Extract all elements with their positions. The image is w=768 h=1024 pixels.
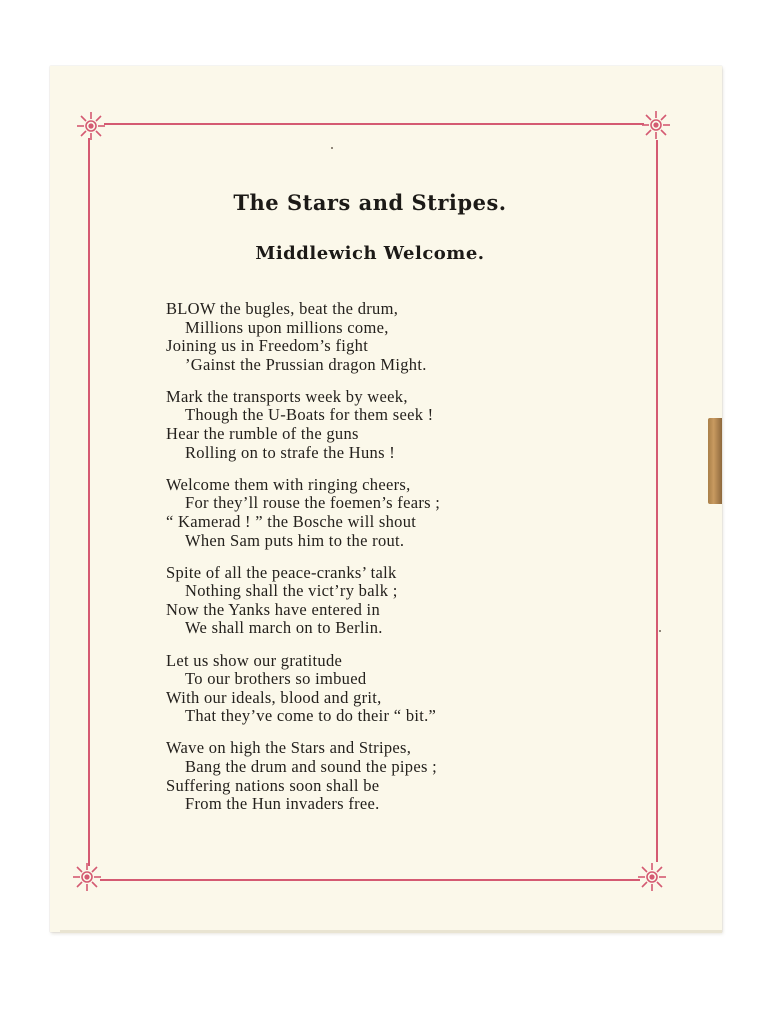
poem-line: With our ideals, blood and grit,: [166, 687, 382, 707]
poem-line: Rolling on to strafe the Huns !: [185, 442, 396, 462]
border-right: [656, 140, 658, 862]
stanza: [166, 739, 536, 813]
stanza: [166, 564, 536, 638]
poem-title: The Stars and Stripes.: [233, 190, 507, 215]
poem-line: Spite of all the peace-cranks’ talk: [166, 562, 397, 582]
rosette-ornament-icon: [641, 110, 671, 140]
poem-line: BLOW the bugles, beat the drum,: [166, 299, 399, 318]
poem-line: Millions upon millions come,: [185, 317, 389, 337]
border-left: [88, 138, 90, 866]
poem-line: When Sam puts him to the rout.: [185, 530, 405, 550]
poem-line: For they’ll rouse the foemen’s fears ;: [185, 493, 441, 513]
border-top: [104, 123, 644, 125]
poem-line: Nothing shall the vict’ry balk ;: [185, 581, 398, 601]
stanza: [166, 388, 536, 462]
stanza: [166, 476, 536, 550]
poem-line: “ Kamerad ! ” the Bosche will shout: [166, 511, 417, 531]
poem-line: From the Hun invaders free.: [185, 794, 380, 814]
poem-line: Wave on high the Stars and Stripes,: [166, 738, 412, 758]
paper-speck: [659, 630, 661, 632]
poem-line: Now the Yanks have entered in: [166, 599, 380, 619]
binding-stain: [708, 418, 722, 504]
poem-line: We shall march on to Berlin.: [185, 618, 383, 638]
stanza: [166, 300, 536, 374]
stanza: [166, 652, 536, 726]
poem-line: Joining us in Freedom’s fight: [166, 336, 369, 356]
poem-line: Bang the drum and sound the pipes ;: [185, 756, 438, 776]
poem-line: ’Gainst the Prussian dragon Might.: [185, 354, 427, 374]
border-bottom: [100, 879, 640, 881]
poem-line: Mark the transports week by week,: [166, 386, 408, 406]
poem-line: That they’ve come to do their “ bit.”: [185, 706, 437, 726]
rosette-ornament-icon: [76, 111, 106, 141]
paper-speck: [331, 147, 333, 149]
poem-line: Let us show our gratitude: [166, 650, 343, 670]
paper-edge: [60, 930, 722, 933]
rosette-ornament-icon: [637, 862, 667, 892]
poem-line: Though the U-Boats for them seek !: [185, 405, 434, 425]
poem-line: Welcome them with ringing cheers,: [166, 474, 411, 494]
poem-line: Hear the rumble of the guns: [166, 424, 359, 444]
poem-subtitle: Middlewich Welcome.: [255, 243, 485, 264]
poem-body: [166, 300, 536, 827]
poem-line: To our brothers so imbued: [185, 669, 367, 689]
rosette-ornament-icon: [72, 862, 102, 892]
poem-line: Suffering nations soon shall be: [166, 775, 380, 795]
